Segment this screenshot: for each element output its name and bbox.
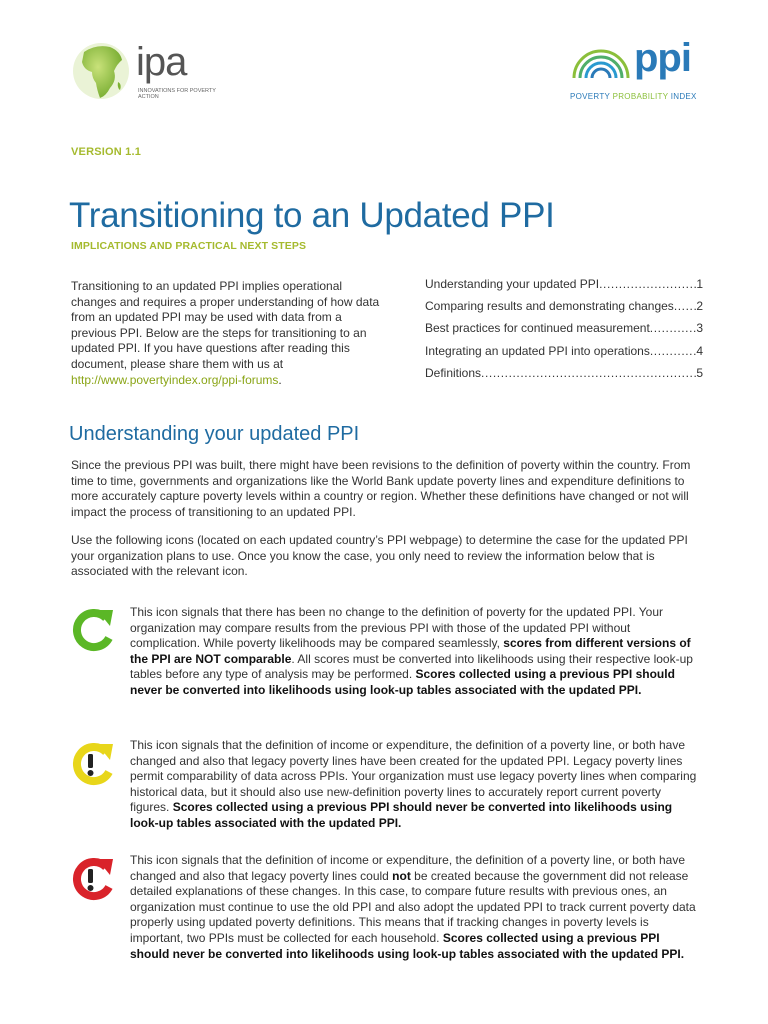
green-icon-description: This icon signals that there has been no change to the definition of poverty for the updated PPI. Your organization may compare results from the previous PPI with those of the updated PPI without complication. While poverty likelihoods may be compared seamlessly, scores from different versions of the PPI are NOT comparable. All scores must be converted into likelihoods using their respective look-up tables before any type of analysis may be performed. Scores collected using a previous PPI should never be converted into likelihoods using look-up tables associated with the updated PPI. — [130, 605, 693, 697]
forum-link[interactable]: http://www.povertyindex.org/ppi-forums — [71, 372, 279, 387]
arc-icon — [570, 44, 632, 80]
red-warning-refresh-icon — [66, 853, 118, 905]
ppi-logo-text: ppi — [634, 36, 691, 80]
toc-item[interactable]: Understanding your updated PPI ..... 1 — [425, 277, 703, 299]
yellow-icon-description: This icon signals that the definition of income or expenditure, the definition of a poverty line, or both have changed and also that legacy poverty lines have been created for the updated PPI. Legacy poverty lines permit comparability of data across PPIs. Your organization must use legacy poverty lines when comparing historical data, but it should also use new-definition poverty lines to accurately report current poverty figures. Scores collected using a previous PPI should never be converted into likelihoods using look-up tables associated with the updated PPI. — [130, 738, 697, 830]
version-label: VERSION 1.1 — [71, 146, 142, 158]
toc-item[interactable]: Best practices for continued measurement ..... 3 — [425, 321, 703, 343]
toc-item[interactable]: Comparing results and demonstrating changes ..... 2 — [425, 299, 703, 321]
table-of-contents — [425, 277, 703, 388]
globe-icon — [70, 38, 132, 104]
intro-paragraph: Transitioning to an updated PPI implies operational changes and requires a proper understanding of how data from an updated PPI may be used with data from a previous PPI. Below are the steps for transitioning to an updated PPI. If you have questions after reading this document, please share them with us at http://www.povertyindex.org/ppi-forums. — [71, 279, 380, 387]
red-icon-description: This icon signals that the definition of income or expenditure, the definition of a poverty line, or both have changed and also that legacy poverty lines could not be created because the government did not release detailed explanations of these changes. In this case, to compare future results with previous ones, an organization must continue to use the old PPI and also adopt the updated PPI to track current poverty data properly using updated poverty definitions. This means that if tracking changes in poverty levels is important, two PPIs must be collected for each household. Scores collected using a previous PPI should never be converted into likelihoods using look-up tables associated with the updated PPI. — [130, 853, 696, 961]
toc-item[interactable]: Integrating an updated PPI into operations ..... 4 — [425, 344, 703, 366]
ppi-logo — [568, 36, 708, 106]
section-paragraph-2: Use the following icons (located on each updated country’s PPI webpage) to determine the case for the updated PPI your organization plans to use. Once you know the case, you only need to review the information below that is associated with the relevant icon. — [71, 533, 688, 579]
section-heading: Understanding your updated PPI — [69, 423, 360, 445]
ipa-logo — [70, 38, 260, 110]
ipa-logo-text: ipa — [136, 40, 187, 84]
green-refresh-icon — [66, 604, 118, 656]
yellow-warning-refresh-icon — [66, 738, 118, 790]
ipa-tagline: INNOVATIONS FOR POVERTY ACTION — [138, 88, 216, 100]
ppi-tagline: POVERTY PROBABILITY INDEX — [570, 92, 697, 101]
document-title: Transitioning to an Updated PPI — [69, 196, 555, 235]
section-paragraph-1: Since the previous PPI was built, there might have been revisions to the definition of poverty within the country. From time to time, governments and organizations like the World Bank update poverty lines and expenditure definitions to more accurately capture poverty levels within a country or region. Whether these definitions have changed or not will impact the process of transitioning to an updated PPI. — [71, 458, 691, 519]
toc-item[interactable]: Definitions ..... 5 — [425, 366, 703, 388]
document-subtitle: IMPLICATIONS AND PRACTICAL NEXT STEPS — [71, 240, 307, 252]
